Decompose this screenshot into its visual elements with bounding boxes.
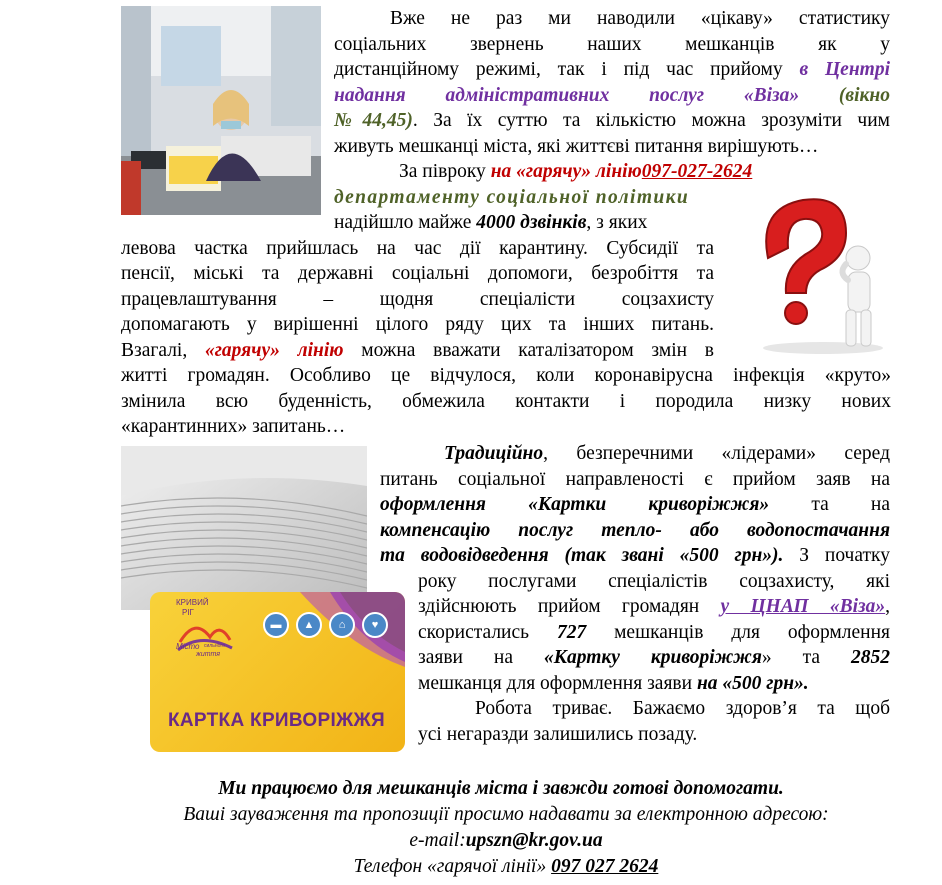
text-line	[380, 620, 890, 646]
text-span: допомагають у вирішенні цілого ряду цих та інших питань.	[121, 314, 714, 335]
card-slogan: Місто	[176, 642, 200, 651]
card-brand: РІГ	[182, 608, 194, 617]
text-span: змінила всю буденність, обмежила контакти і породила низку нових	[121, 390, 891, 412]
text-line	[334, 57, 890, 83]
center-name: надання адміністративних послуг «Віза»	[334, 84, 800, 106]
text-span: здійснюють прийом громадян	[418, 596, 721, 617]
card-title: КАРТКА КРИВОРІЖЖЯ	[168, 710, 385, 731]
text-line	[380, 441, 890, 467]
text-line	[121, 389, 891, 415]
text-span: З початку	[783, 545, 890, 566]
text-span: ,	[885, 596, 890, 617]
text-span: соціальних звернень наших мешканців як у	[334, 33, 890, 55]
window-number: (вікно	[838, 84, 891, 106]
text-span: , з яких	[586, 212, 648, 233]
text-line	[380, 492, 890, 518]
paper-stack-photo	[121, 446, 367, 610]
count-2852: 2852	[851, 647, 890, 668]
text-span: можна вважати каталізатором змін в	[343, 339, 715, 361]
footer-contacts	[0, 776, 942, 880]
footer-request: Ваші зауваження та пропозиції просимо надавати за електронною адресою:	[183, 804, 829, 825]
bus-icon: ▬	[263, 612, 289, 638]
email-address[interactable]: upszn@kr.gov.ua	[465, 830, 603, 851]
text-line	[121, 210, 891, 236]
text-span: » та	[761, 647, 851, 668]
text-line	[380, 518, 890, 544]
count-727: 727	[556, 621, 587, 643]
text-line	[121, 159, 753, 185]
graduation-cap-icon: ▲	[296, 612, 322, 638]
phone-label: Телефон «гарячої лінії»	[353, 856, 552, 877]
text-line	[121, 236, 714, 262]
text-line	[380, 722, 890, 748]
text-line	[334, 6, 890, 32]
text-line	[334, 83, 890, 109]
text-span: пенсії, міські та державні соціальні допомоги, безробіття та	[121, 263, 714, 284]
hotline-phrase: на «гарячу» лінію	[490, 161, 642, 182]
text-span: Традиційно	[444, 443, 544, 464]
heart-icon: ♥	[362, 612, 388, 638]
text-span: заяви на	[418, 647, 544, 668]
text-span: працевлаштування – щодня спеціалісти соцзахисту	[121, 288, 714, 310]
footer-email	[70, 828, 942, 854]
text-span: та на	[769, 494, 890, 515]
text-span: левова частка прийшлась на час дії карантину. Субсидії та	[121, 237, 714, 259]
compensation-text: та водовідведення (так звані «500 грн»).	[380, 545, 784, 566]
phone-number[interactable]: 097 027 2624	[551, 856, 659, 877]
text-span: житті громадян. Особливо це відчулося, коли коронавірусна інфекція «круто»	[121, 365, 891, 386]
card-application: «Картку криворіжжя	[543, 647, 762, 668]
text-span: надійшло майже	[334, 212, 477, 233]
text-span: живуть мешканці міста, які життєві питання вирішують…	[334, 135, 819, 157]
text-span: мешканців для оформлення	[586, 621, 891, 643]
department-name: департаменту соціальної політики	[334, 186, 690, 208]
email-label: e-mail:	[409, 830, 466, 851]
text-line	[380, 467, 890, 493]
hotline-paragraph	[121, 159, 891, 440]
text-span: «карантинних» запитань…	[121, 416, 346, 437]
compensation-text: на «500 грн».	[696, 672, 809, 694]
home-icon: ⌂	[329, 612, 355, 638]
card-slogan: життя	[196, 651, 221, 658]
text-span: , безперечними «лідерами» серед	[543, 443, 890, 464]
text-span: Робота триває. Бажаємо здоров’я та щоб	[475, 698, 890, 719]
text-line	[380, 594, 890, 620]
hotline-number: 097-027-2624	[641, 161, 753, 182]
card-brand: КРИВИЙ	[176, 598, 209, 607]
text-line	[380, 671, 890, 697]
center-name: в Центрі	[799, 59, 890, 80]
text-span: мешканця для оформлення заяви	[418, 672, 697, 694]
text-line	[121, 312, 714, 338]
window-number: №44,45)	[334, 110, 413, 131]
intro-paragraph	[334, 6, 890, 159]
text-line	[380, 569, 890, 595]
compensation-text: компенсацію послуг тепло- або водопостачання	[380, 519, 890, 541]
text-span: Вже не раз ми наводили «цікаву» статистику	[390, 8, 890, 29]
text-line	[380, 543, 890, 569]
text-line	[121, 185, 891, 211]
text-line	[334, 32, 890, 58]
text-span: скористались	[418, 621, 557, 643]
services-paragraph	[380, 441, 890, 747]
text-span: усі негаразди залишились позаду.	[418, 723, 698, 745]
text-line	[380, 645, 890, 671]
calls-count: 4000 дзвінків	[476, 212, 587, 233]
text-line	[121, 414, 891, 440]
card-application: оформлення «Картки криворіжжя»	[380, 494, 770, 515]
text-span: дистанційному режимі, так і під час прийому	[334, 59, 800, 80]
kryvorizhzhia-card-image	[150, 592, 405, 752]
text-span: року послугами спеціалістів соцзахисту, які	[418, 570, 890, 592]
text-line	[334, 108, 890, 134]
text-line	[380, 696, 890, 722]
cnap-link: у ЦНАП «Віза»	[720, 596, 886, 617]
footer-slogan: Ми працюємо для мешканців міста і завжди готові допомогати.	[218, 778, 784, 799]
card-slogan: сильного	[204, 643, 225, 649]
text-line	[121, 261, 714, 287]
text-span: Взагалі,	[121, 339, 205, 361]
text-span: За півроку	[399, 161, 491, 182]
text-line	[334, 134, 890, 160]
hotline-phrase: «гарячу» лінію	[204, 339, 344, 361]
text-line	[121, 287, 714, 313]
text-line	[121, 363, 891, 389]
text-span: питань соціальної направленості є прийом заяв на	[380, 468, 890, 490]
text-span: . За їх суттю та кількістю можна зрозуміти чим	[412, 110, 890, 131]
text-line	[121, 338, 714, 364]
footer-phone	[70, 854, 942, 880]
